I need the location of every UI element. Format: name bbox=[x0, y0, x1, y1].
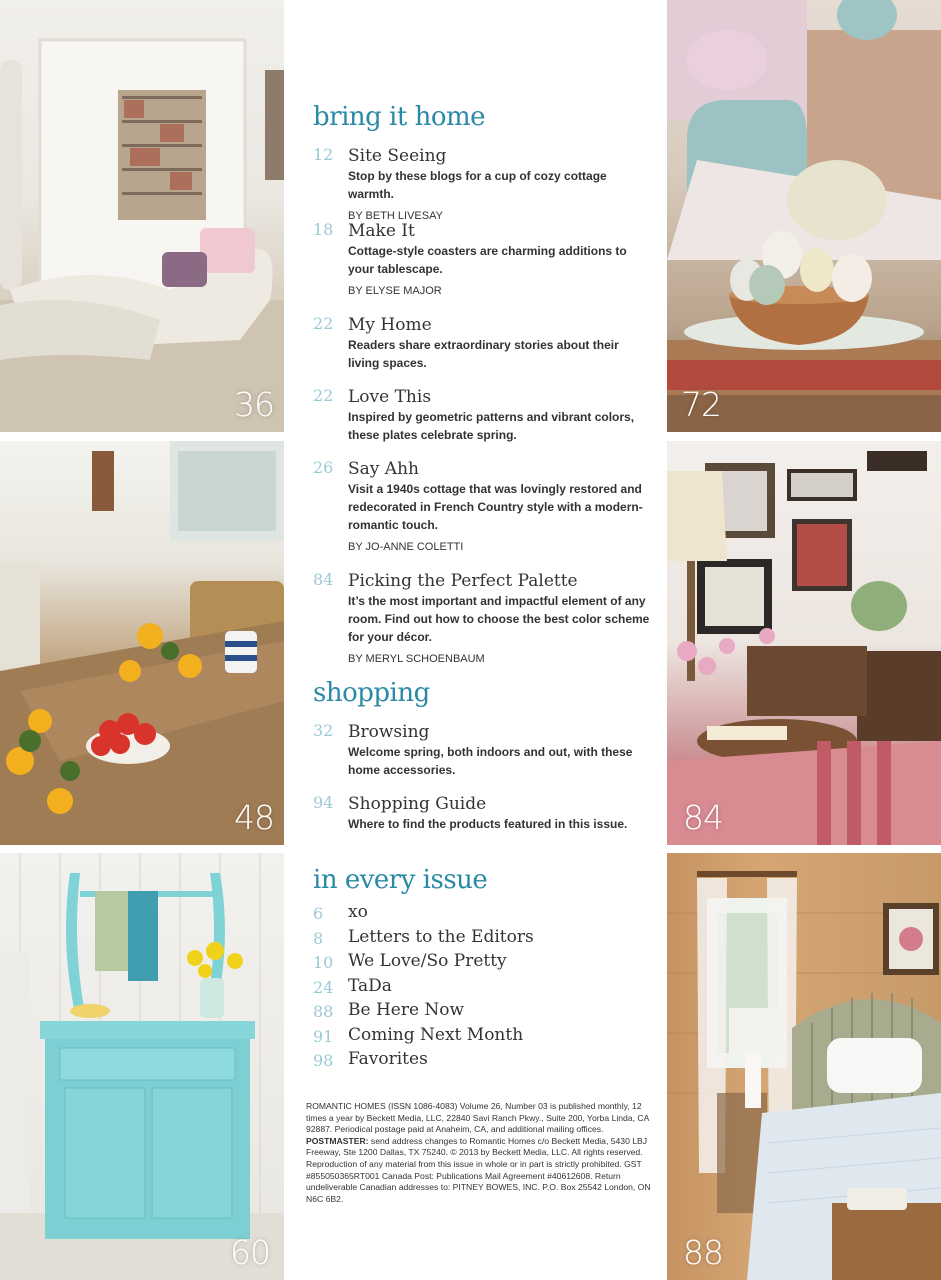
toc-title[interactable]: Letters to the Editors bbox=[348, 927, 534, 947]
toc-entry[interactable] bbox=[313, 570, 653, 667]
section-title-in-every-issue: in every issue bbox=[313, 865, 488, 895]
toc-entry[interactable] bbox=[313, 1000, 653, 1024]
toc-page-number: 84 bbox=[313, 570, 334, 589]
legal-text-1: ROMANTIC HOMES (ISSN 1086-4083) Volume 26, Number 03 is published monthly, 12 times a year by Beckett Media, LLC, 22840 Savi Ranch Pkwy., Suite 200, Yorba Linda, CA 92887. Periodical postage paid at Anaheim, CA, and additional mailing offices. bbox=[306, 1101, 649, 1135]
pink-bedroom-illustration bbox=[667, 441, 941, 845]
toc-title[interactable]: Site Seeing bbox=[348, 146, 447, 166]
toc-description: Readers share extraordinary stories about their living spaces. bbox=[348, 338, 619, 370]
toc-page-number: 8 bbox=[313, 929, 324, 948]
publication-legal-notice bbox=[306, 1101, 658, 1205]
toc-page-number: 22 bbox=[313, 314, 334, 333]
toc-title[interactable]: TaDa bbox=[348, 976, 392, 996]
toc-entry[interactable] bbox=[313, 951, 653, 975]
toc-title[interactable]: Favorites bbox=[348, 1049, 428, 1069]
photo-pine-bedroom[interactable] bbox=[667, 853, 941, 1280]
toc-page-number: 32 bbox=[313, 721, 334, 740]
toc-title[interactable]: Love This bbox=[348, 387, 432, 407]
toc-entry[interactable] bbox=[313, 976, 653, 1000]
toc-description: Stop by these blogs for a cup of cozy cottage warmth. bbox=[348, 169, 607, 201]
toc-title[interactable]: Make It bbox=[348, 221, 415, 241]
photo-page-number: 84 bbox=[683, 798, 723, 837]
toc-entry[interactable] bbox=[313, 927, 653, 951]
toc-title[interactable]: Say Ahh bbox=[348, 459, 419, 479]
toc-page-number: 91 bbox=[313, 1027, 334, 1046]
toc-page-number: 24 bbox=[313, 978, 334, 997]
section-title-bring-it-home: bring it home bbox=[313, 102, 486, 132]
toc-description: Cottage-style coasters are charming additions to your tablescape. bbox=[348, 244, 627, 276]
toc-title[interactable]: Browsing bbox=[348, 722, 430, 742]
toc-title[interactable]: Be Here Now bbox=[348, 1000, 465, 1020]
eggs-bowl-illustration bbox=[667, 0, 941, 432]
photo-turquoise-washstand[interactable] bbox=[0, 853, 284, 1280]
toc-entry[interactable] bbox=[313, 721, 653, 779]
toc-page-number: 22 bbox=[313, 386, 334, 405]
toc-entry[interactable] bbox=[313, 386, 653, 444]
photo-pink-bedroom[interactable] bbox=[667, 441, 941, 845]
toc-entry[interactable] bbox=[313, 1049, 653, 1073]
toc-description: Welcome spring, both indoors and out, with these home accessories. bbox=[348, 745, 633, 777]
toc-page-number: 10 bbox=[313, 953, 334, 972]
toc-description: Where to find the products featured in this issue. bbox=[348, 817, 628, 831]
photo-sunflower-table[interactable] bbox=[0, 441, 284, 845]
white-room-illustration bbox=[0, 0, 284, 432]
toc-title[interactable]: We Love/So Pretty bbox=[348, 951, 507, 971]
toc-page-number: 18 bbox=[313, 220, 334, 239]
sunflower-table-illustration bbox=[0, 441, 284, 845]
photo-white-room[interactable] bbox=[0, 0, 284, 432]
photo-page-number: 48 bbox=[234, 798, 274, 837]
toc-title[interactable]: Picking the Perfect Palette bbox=[348, 571, 578, 591]
photo-page-number: 36 bbox=[234, 385, 274, 424]
legal-text-2: send address changes to Romantic Homes c/o Beckett Media, 5430 LBJ Freeway, Ste 1200 Dallas, TX 75240. © 2013 by Beckett Media, LLC. All rights reserved. Reproduction of any material from this issue in whole or in part is strictly prohibited. GST #855050365RT001 Canada Post: Publications Mail Agreement #40612608. Return undeliverable Canadian addresses to: PITNEY BOWES, INC. P.O. Box 25542 London, ON N6C 6B2. bbox=[306, 1135, 651, 1204]
toc-entry[interactable] bbox=[313, 1025, 653, 1049]
toc-entry[interactable] bbox=[313, 220, 653, 299]
legal-postmaster-label: POSTMASTER: bbox=[306, 1135, 369, 1146]
toc-description: It’s the most important and impactful element of any room. Find out how to choose the best color scheme for your décor. bbox=[348, 594, 650, 644]
toc-byline: BY JO-ANNE COLETTI bbox=[348, 541, 464, 553]
toc-entry[interactable] bbox=[313, 458, 653, 555]
toc-entry[interactable] bbox=[313, 793, 653, 833]
toc-title[interactable]: Shopping Guide bbox=[348, 794, 487, 814]
toc-title[interactable]: xo bbox=[348, 902, 368, 922]
toc-entry[interactable] bbox=[313, 314, 653, 372]
pine-bedroom-illustration bbox=[667, 853, 941, 1280]
photo-page-number: 72 bbox=[681, 385, 721, 424]
toc-page-number: 12 bbox=[313, 145, 334, 164]
toc-entry[interactable] bbox=[313, 145, 653, 224]
toc-description: Inspired by geometric patterns and vibrant colors, these plates celebrate spring. bbox=[348, 410, 635, 442]
photo-eggs-bowl[interactable] bbox=[667, 0, 941, 432]
toc-entry[interactable] bbox=[313, 902, 653, 926]
toc-description: Visit a 1940s cottage that was lovingly restored and redecorated in French Country style with a modern-romantic touch. bbox=[348, 482, 643, 532]
toc-title[interactable]: My Home bbox=[348, 315, 432, 335]
photo-page-number: 88 bbox=[683, 1233, 723, 1272]
toc-byline: BY MERYL SCHOENBAUM bbox=[348, 653, 485, 665]
section-title-shopping: shopping bbox=[313, 678, 430, 708]
turquoise-washstand-illustration bbox=[0, 853, 284, 1280]
toc-byline: BY ELYSE MAJOR bbox=[348, 285, 442, 297]
toc-title[interactable]: Coming Next Month bbox=[348, 1025, 524, 1045]
toc-page-number: 88 bbox=[313, 1002, 334, 1021]
photo-page-number: 60 bbox=[230, 1233, 270, 1272]
toc-page-number: 26 bbox=[313, 458, 334, 477]
toc-byline: BY BETH LIVESAY bbox=[348, 210, 443, 222]
toc-page-number: 6 bbox=[313, 904, 324, 923]
toc-page-number: 94 bbox=[313, 793, 334, 812]
toc-page-number: 98 bbox=[313, 1051, 334, 1070]
